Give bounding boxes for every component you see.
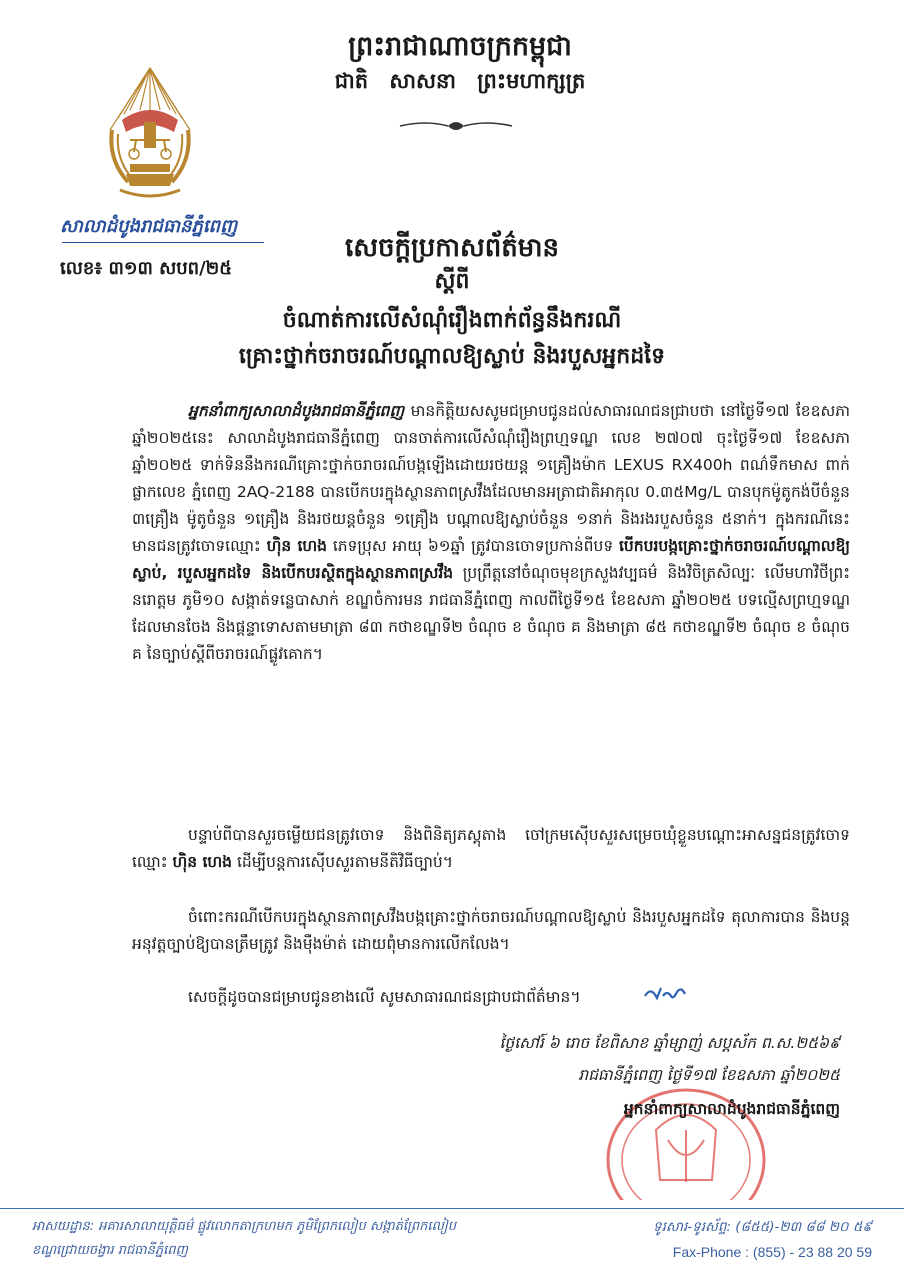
spokesperson-lead: អ្នកនាំពាក្យសាលាដំបូងរាជធានីភ្នំពេញ	[188, 402, 405, 420]
title-subject-line2: គ្រោះថ្នាក់ចរាចរណ៍បណ្ដាលឱ្យស្លាប់ និងរបួសអ្នកដទៃ	[238, 343, 666, 369]
phone-khmer: ទូរសារ-ទូរស័ព្ទ: (៨៥៥)-២៣ ៨៨ ២០ ៥៩	[653, 1219, 872, 1235]
paragraph-1-text-c: ប្រព្រឹត្តនៅចំណុចមុខក្រសួងវប្បធម៌ និងវិចិត្រសិល្បៈ លើមហាវិថីព្រះនរោត្តម ភូមិ១០ សង្កាត់ទន្លេបាសាក់ ខណ្ឌចំការមន រាជធានីភ្នំពេញ កាលពីថ្ងៃទី១៥ ខែឧសភា ឆ្នាំ២០២៥ បទល្មើសព្រហ្មទណ្ឌដែលមានចែង និងផ្ដន្ទាទោសតាមមាត្រា ៨៣ កថាខណ្ឌទី២ ចំណុច ខ ចំណុច គ និងមាត្រា ៨៥ កថាខណ្ឌទី២ ចំណុច ខ ចំណុច គ នៃច្បាប់ស្ដីពីចរាចរណ៍ផ្លូវគោក។	[132, 564, 850, 663]
document-title: សេចក្ដីប្រកាសព័ត៌មាន	[344, 233, 560, 263]
paragraph-1-text-a: មានកិត្តិយសសូមជម្រាបជូនដល់សាធារណជនជ្រាបថា នៅថ្ងៃទី១៧ ខែឧសភា ឆ្នាំ២០២៥នេះ សាលាដំបូងរាជធានីភ្នំពេញ បានចាត់ការលើសំណុំរឿងព្រហ្មទណ្ឌ លេខ ២៧០៧ ចុះថ្ងៃទី១៧ ខែឧសភា ឆ្នាំ២០២៥ ទាក់ទិននឹងករណីគ្រោះថ្នាក់ចរាចរណ៍បង្កឡើងដោយរថយន្ត ១គ្រឿងម៉ាក LEXUS RX400h ពណ៌ទឹកមាស ពាក់ផ្លាកលេខ ភ្នំពេញ 2AQ-2188 បានបើកបរក្នុងស្ថានភាពស្រវឹងដែលមានអត្រាជាតិអាកុល 0.៣៥Mg/L បានបុកម៉ូតូកង់បីចំនួន ៣គ្រឿង ម៉ូតូចំនួន ១គ្រឿង និងរថយន្តចំនួន ១គ្រឿង បណ្ដាលឱ្យស្លាប់ចំនួន ១នាក់ និងរងរបួសចំនួន ៥នាក់។ ក្នុងករណីនេះមានជនត្រូវចោទឈ្មោះ	[132, 402, 850, 555]
paragraph-1	[132, 398, 850, 668]
lunar-date: ថ្ងៃសៅរ៍ ៦ រោច ខែពិសាខ ឆ្នាំម្សាញ់ សប្តស័ក ព.ស.២៥៦៩	[499, 1034, 840, 1052]
royal-court-emblem-icon	[100, 60, 200, 210]
title-subject-line1: ចំណាត់ការលើសំណុំរឿងពាក់ព័ន្ធនឹងករណី	[282, 307, 622, 333]
national-motto: ជាតិ សាសនា ព្រះមហាក្សត្រ	[334, 68, 586, 93]
paragraph-3	[132, 904, 850, 958]
ornament-divider-icon	[396, 118, 516, 134]
kingdom-heading: ព្រះរាជាណាចក្រកម្ពុជា	[348, 31, 572, 62]
address-line-1: អាសយដ្ឋាន: អគារសាលាយុត្តិធម៌ ផ្លូវលោកតាក្រហមក ភូមិព្រែកលៀប សង្កាត់ព្រែកលៀប	[32, 1219, 456, 1234]
address-line-2: ខណ្ឌជ្រោយចង្វារ រាជធានីភ្នំពេញ	[32, 1243, 188, 1258]
paragraph-2-text-b: ដើម្បីបន្តការស៊ើបសួរតាមនីតិវិធីច្បាប់។	[232, 853, 453, 871]
charges: បើកបរបង្កគ្រោះថ្នាក់ចរាចរណ៍បណ្ដាលឱ្យស្លាប់, របួសអ្នកដទៃ និងបើកបរស្ថិតក្នុងស្ថានភាពស្រវឹង	[132, 537, 851, 582]
fax-phone: Fax-Phone : (855) - 23 88 20 59	[672, 1244, 872, 1260]
initial-signature-icon	[587, 982, 687, 1013]
title-about: ស្ដីពី	[434, 268, 470, 294]
paragraph-1-text-b: ភេទប្រុស អាយុ ៦១ឆ្នាំ ត្រូវបានចោទប្រកាន់ពីបទ	[327, 537, 620, 555]
paragraph-4-text: សេចក្ដីដូចបានជម្រាបជូនខាងលើ សូមសាធារណជនជ្រាបជាព័ត៌មាន។	[188, 988, 581, 1006]
paragraph-2-text-a: បន្ទាប់ពីបានសួរចម្លើយជនត្រូវចោទ និងពិនិត្យភស្តុតាង ចៅក្រមស៊ើបសួរសម្រេចឃុំខ្លួនបណ្ដោះអាសន្នជនត្រូវចោទឈ្មោះ	[132, 826, 850, 871]
paragraph-2	[132, 822, 850, 876]
paragraph-4	[132, 982, 850, 1013]
accused-name: ហ៊ិន ហេង	[266, 537, 327, 555]
accused-name-2: ហ៊ិន ហេង	[172, 853, 233, 871]
city-date: រាជធានីភ្នំពេញ ថ្ងៃទី១៧ ខែឧសភា ឆ្នាំ២០២៥	[578, 1066, 840, 1084]
signer-title: អ្នកនាំពាក្យសាលាដំបូងរាជធានីភ្នំពេញ	[623, 1100, 840, 1118]
paragraph-3-text: ចំពោះករណីបើកបរក្នុងស្ថានភាពស្រវឹងបង្កគ្រោះថ្នាក់ចរាចរណ៍បណ្ដាលឱ្យស្លាប់ និងរបួសអ្នកដទៃ តុលាការបាន និងបន្តអនុវត្តច្បាប់ឱ្យបានត្រឹមត្រូវ និងម៉ឺងម៉ាត់ ដោយពុំមានការលើកលែង។	[132, 908, 850, 953]
footer-divider	[0, 1208, 904, 1209]
court-name: សាលាដំបូងរាជធានីភ្នំពេញ	[60, 216, 238, 237]
reference-number: លេខ៖ ៣១៣ សបព/២៥	[60, 258, 233, 279]
